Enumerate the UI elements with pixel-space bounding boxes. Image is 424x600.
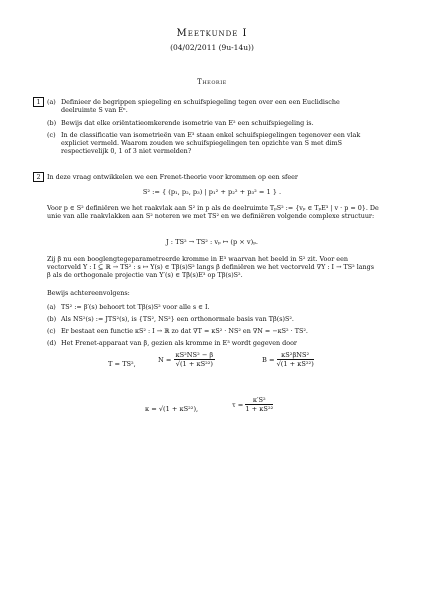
item-text: In de classificatie van isometrieën van E³ staan enkel schuifspiegelingen tegenover een vlak expliciet vermeld. Waarom zouden we schuifspiegelingen ten opzichte van S met dimS respectievelijk 0, 1 of 3 niet vermelden? <box>61 131 361 156</box>
item-label: (a) <box>47 98 56 106</box>
item-label: (b) <box>47 315 57 323</box>
frenet-N-lhs: N = <box>158 356 172 364</box>
item-label: (a) <box>47 303 56 311</box>
item-text: TS² := β′(s) behoort tot Tβ(s)S² voor alle s ∈ I. <box>61 303 210 311</box>
item-text: Het Frenet-apparaat van β, gezien als kromme in E³ wordt gegeven door <box>61 339 297 347</box>
frenet-N-numerator: κS²NS² − β <box>175 351 214 359</box>
q2-intro: In deze vraag ontwikkelen we een Frenet-theorie voor krommen op een sfeer <box>47 173 298 181</box>
section-heading: Theorie <box>197 78 227 86</box>
q2-item-a <box>47 303 377 311</box>
frenet-tau-fraction <box>245 397 273 413</box>
frenet-tau-denominator: 1 + κS²² <box>245 405 274 413</box>
item-text: Bewijs dat elke oriëntatieomkerende isometrie van E² een schuifspiegeling is. <box>61 119 314 127</box>
frenet-kappa: κ = √(1 + κS²²), <box>145 405 199 413</box>
q1-item-a <box>47 98 377 114</box>
question-2-number: 2 <box>33 172 44 182</box>
complex-structure-equation: J : TS² → TS² : vₚ ↦ (p × v)ₚ. <box>166 238 258 246</box>
q2-paragraph-1: Voor p ∈ S² definiëren we het raakvlak aan S² in p als de deelruimte TₚS² := {vₚ ∈ TₚE³ | v · p = 0}. De unie van alle raakvlakken aan S² noteren we met TS² en we definiëren volgende complexe structuur: <box>47 204 379 221</box>
item-label: (c) <box>47 327 56 335</box>
prove-label: Bewijs achtereenvolgens: <box>47 289 130 297</box>
frenet-N-fraction <box>174 352 216 368</box>
item-label: (b) <box>47 119 57 127</box>
frenet-tau-numerator: κ′S² <box>245 397 273 405</box>
frenet-N <box>158 352 215 368</box>
q2-item-d <box>47 339 377 347</box>
frenet-B <box>262 352 314 368</box>
q2-paragraph-2: Zij β nu een booglengtegeparametreerde kromme in E³ waarvan het beeld in S² zit. Voor een vectorveld Y : I ⊆ ℝ → TS² : s ↦ Y(s) ∈ Tβ(s)S² langs β definiëren we het vectorveld ∇Y : I → TS² langs β als de orthogonale projectie van Y′(s) ∈ Tβ(s)E³ op Tβ(s)S². <box>47 255 375 280</box>
q1-item-c <box>47 131 377 156</box>
frenet-B-fraction <box>277 352 314 368</box>
item-text: Er bestaat een functie κS² : I → ℝ zo dat ∇T = κS² · NS² en ∇N = −κS² · TS². <box>61 327 308 335</box>
item-label: (c) <box>47 131 56 139</box>
frenet-B-denominator: √(1 + κS²²) <box>276 360 314 368</box>
question-1-number: 1 <box>33 97 44 107</box>
exam-date: (04/02/2011 (9u-14u)) <box>170 43 254 52</box>
page-title: Meetkunde I <box>176 28 248 39</box>
frenet-B-lhs: B = <box>262 356 275 364</box>
q2-item-c <box>47 327 377 335</box>
item-label: (d) <box>47 339 57 347</box>
frenet-B-numerator: κS²βNS² <box>277 352 314 360</box>
item-text: Definieer de begrippen spiegeling en schuifspiegeling tegen over een een Euclidische deelruimte S van Eⁿ. <box>61 98 340 115</box>
item-text: Als NS²(s) := JTS²(s), is {TS², NS²} een orthonormale basis van Tβ(s)S². <box>61 315 294 323</box>
q2-item-b <box>47 315 377 323</box>
frenet-T: T = TS², <box>108 360 136 368</box>
frenet-tau <box>232 397 273 413</box>
frenet-N-denominator: √(1 + κS²²) <box>175 360 213 368</box>
frenet-tau-lhs: τ = <box>232 401 244 409</box>
q1-item-b <box>47 119 377 127</box>
sphere-equation: S² := { (p₁, p₂, p₃) | p₁² + p₂² + p₃² = 1 } . <box>142 188 282 196</box>
